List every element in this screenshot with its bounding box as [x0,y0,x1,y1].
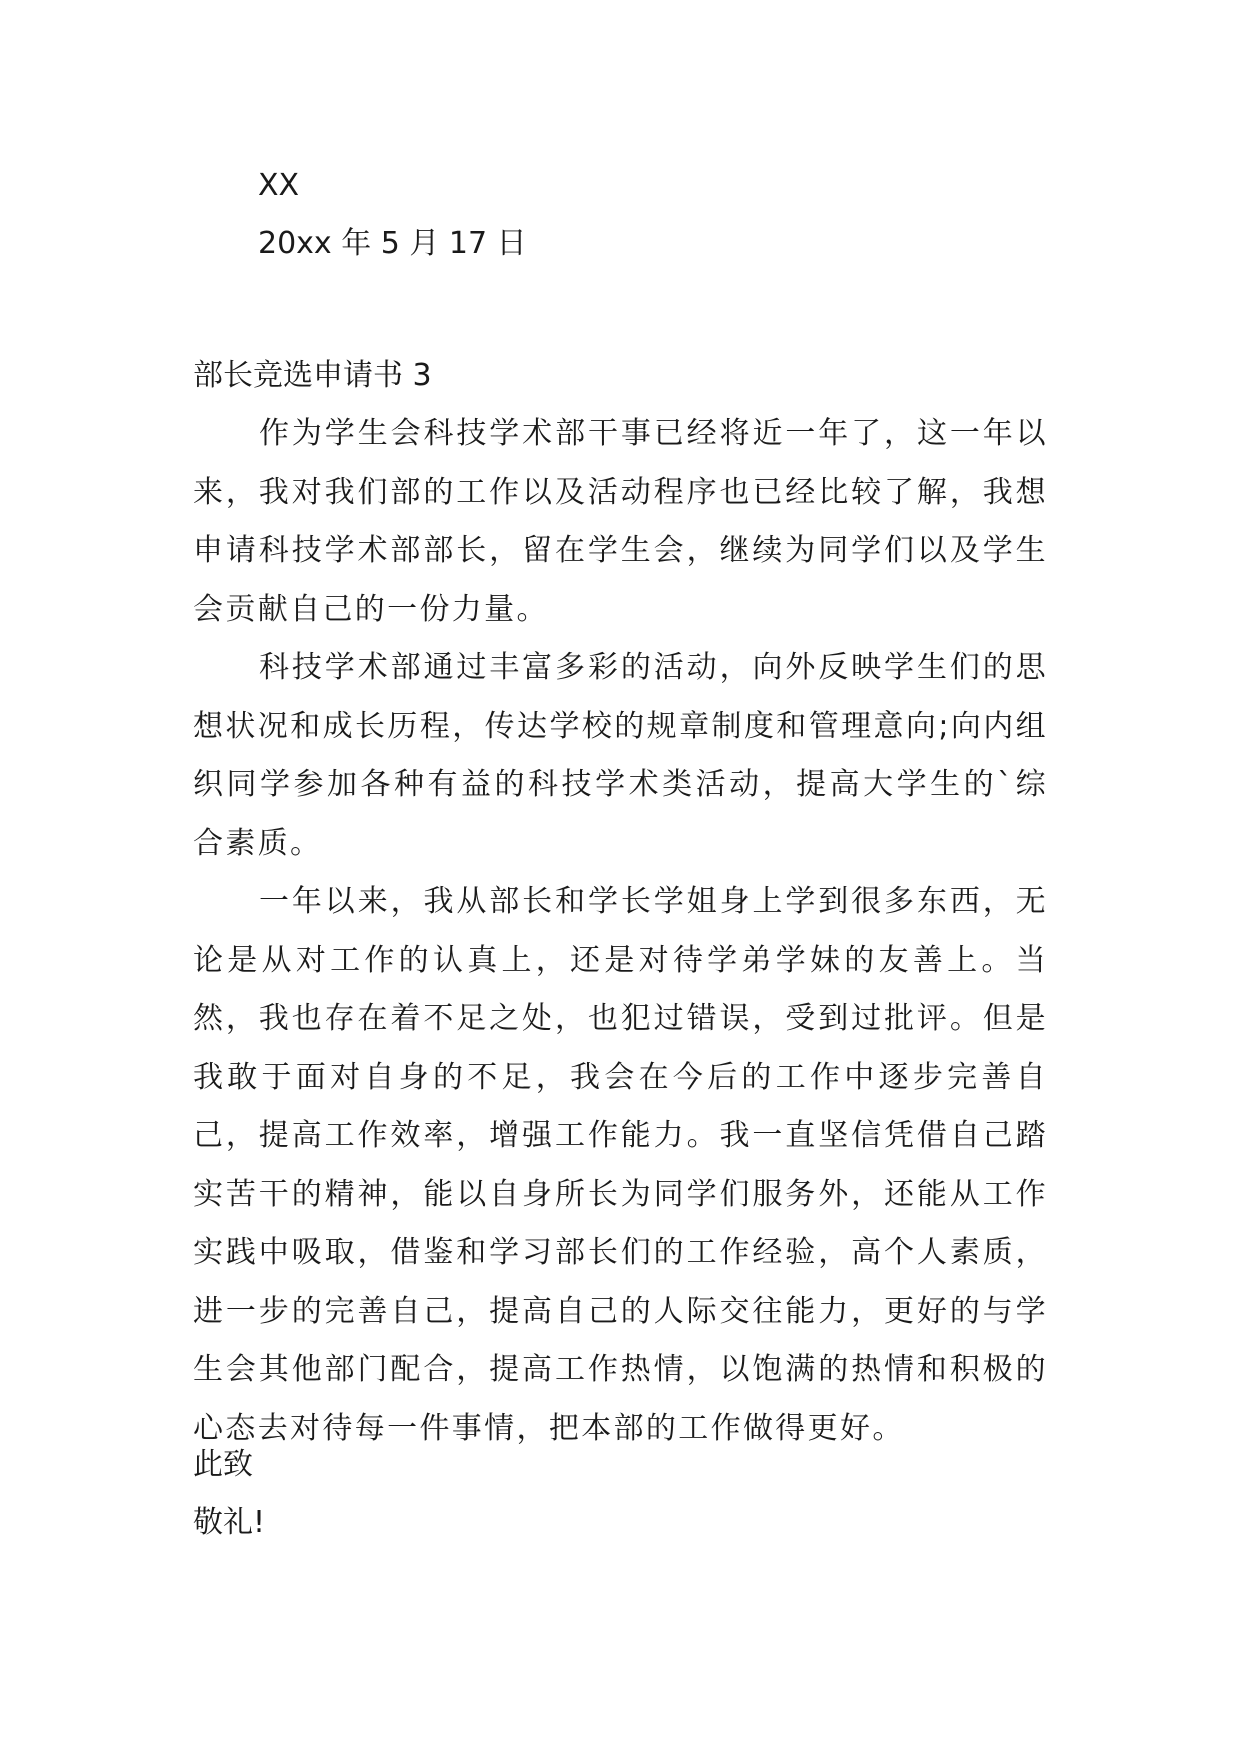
document-title: 部长竞选申请书 3 [193,358,432,393]
signature-name: XX [258,168,300,203]
signature-date: 20xx 年 5 月 17 日 [258,226,527,261]
body-paragraph-3: 一年以来，我从部长和学长学姐身上学到很多东西，无论是从对工作的认真上，还是对待学弟学妹的友善上。当然，我也存在着不足之处，也犯过错误，受到过批评。但是我敢于面对自身的不足，我会在今后的工作中逐步完善自己，提高工作效率，增强工作能力。我一直坚信凭借自己踏实苦干的精神，能以自身所长为同学们服务外，还能从工作实践中吸取，借鉴和学习部长们的工作经验，高个人素质，进一步的完善自己，提高自己的人际交往能力，更好的与学生会其他部门配合，提高工作热情，以饱满的热情和积极的心态去对待每一件事情，把本部的工作做得更好。 [193,884,1048,1446]
closing-salutation: 此致 [193,1447,253,1482]
closing-regards: 敬礼! [193,1505,266,1540]
body-paragraph-1: 作为学生会科技学术部干事已经将近一年了，这一年以来，我对我们部的工作以及活动程序也已经比较了解，我想申请科技学术部部长，留在学生会，继续为同学们以及学生会贡献自己的一份力量。 [193,416,1048,627]
body-paragraph-2: 科技学术部通过丰富多彩的活动，向外反映学生们的思想状况和成长历程，传达学校的规章制度和管理意向;向内组织同学参加各种有益的科技学术类活动，提高大学生的`综合素质。 [193,650,1048,861]
